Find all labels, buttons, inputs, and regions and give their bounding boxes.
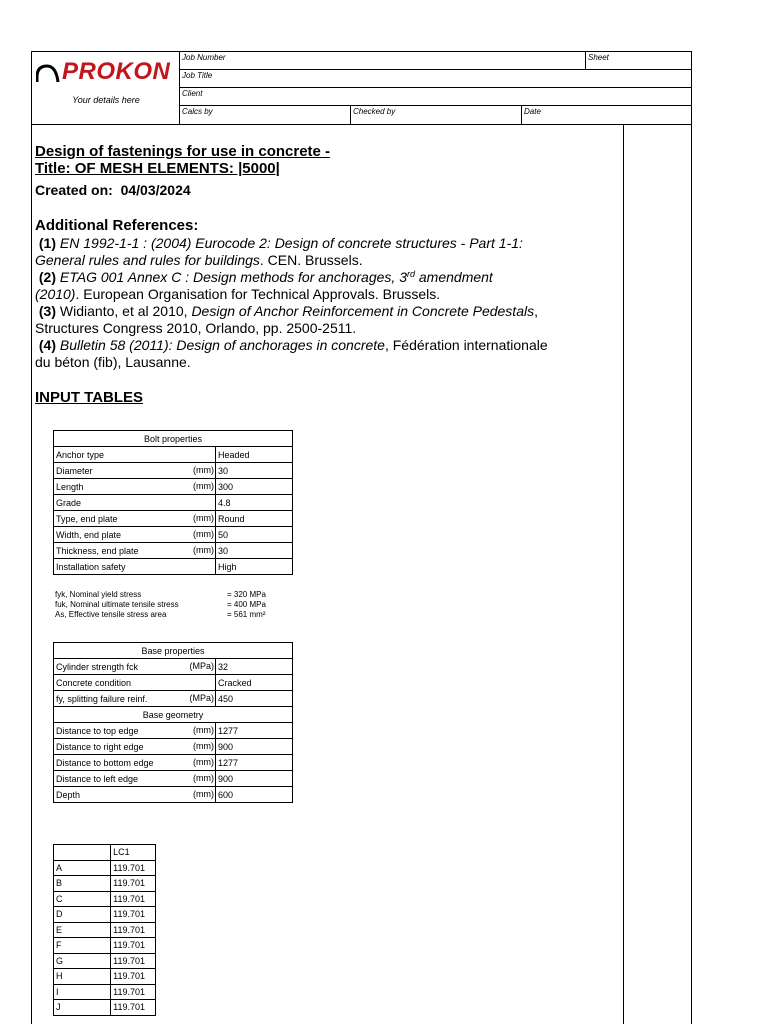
geometry-label-cell <box>54 739 216 755</box>
table-row <box>54 675 293 691</box>
base-value-cell: 450 <box>216 691 293 707</box>
reference-title: ETAG 001 Annex C : Design methods for anchorages, 3 <box>56 269 407 285</box>
table-row <box>54 659 293 675</box>
table-title: Base properties <box>54 643 293 659</box>
geometry-value-cell: 900 <box>216 771 293 787</box>
table-row <box>54 771 293 787</box>
row-unit: (mm) <box>193 757 215 767</box>
row-unit: (mm) <box>193 465 215 475</box>
bolt-properties-table <box>53 430 293 575</box>
base-value-cell: 32 <box>216 659 293 675</box>
document-title: Design of fastenings for use in concrete - <box>35 143 331 160</box>
note-label: fyk, Nominal yield stress <box>55 590 142 599</box>
load-value-cell: 119.701 <box>111 860 156 876</box>
table-row <box>54 511 293 527</box>
reference-title: General rules and rules for buildings <box>35 252 260 268</box>
load-value-cell: 119.701 <box>111 922 156 938</box>
geometry-label-cell <box>54 755 216 771</box>
reference-source: Structures Congress 2010, Orlando, pp. 2500-2511. <box>35 320 357 336</box>
bolt-note-fyk <box>55 590 266 600</box>
prokon-arch-icon <box>36 63 60 83</box>
page-margin-column <box>623 124 692 1024</box>
row-label: Width, end plate <box>56 529 122 540</box>
geometry-value-cell: 600 <box>216 787 293 803</box>
calc-sheet-header <box>31 51 692 125</box>
checked-by-label: Checked by <box>353 107 396 116</box>
row-label: Distance to left edge <box>56 773 139 784</box>
base-label-cell <box>54 659 216 675</box>
created-on <box>35 182 191 199</box>
row-label: Distance to bottom edge <box>56 757 154 768</box>
table-row <box>54 527 293 543</box>
bolt-note-fuk <box>55 600 266 610</box>
bolt-label-cell <box>54 495 216 511</box>
load-value-cell: 119.701 <box>111 984 156 1000</box>
reference-punct: , <box>534 303 538 319</box>
header-blank-cell <box>54 845 111 861</box>
load-case-table <box>53 844 156 1016</box>
row-unit: (mm) <box>193 481 215 491</box>
bolt-label-cell <box>54 511 216 527</box>
table-row <box>54 543 293 559</box>
bolt-value-cell: High <box>216 559 293 575</box>
bolt-label-cell <box>54 527 216 543</box>
job-title-label: Job Title <box>182 71 213 80</box>
table-row <box>54 739 293 755</box>
geometry-label-cell <box>54 723 216 739</box>
bolt-label-cell <box>54 559 216 575</box>
bolt-value-cell: 30 <box>216 543 293 559</box>
note-value: = 400 MPa <box>227 600 266 609</box>
row-label: Type, end plate <box>56 513 118 524</box>
anchor-label-cell: D <box>54 907 111 923</box>
reference-4-line2 <box>35 354 191 371</box>
row-unit: (mm) <box>193 529 215 539</box>
bolt-value-cell: 30 <box>216 463 293 479</box>
reference-2-line1 <box>35 269 493 286</box>
row-unit: (mm) <box>193 789 215 799</box>
bolt-value-cell: 4.8 <box>216 495 293 511</box>
table-row <box>54 559 293 575</box>
job-title-row <box>180 70 691 88</box>
load-value-cell: 119.701 <box>111 938 156 954</box>
bolt-note-as <box>55 610 266 620</box>
bolt-label-cell <box>54 479 216 495</box>
table-row <box>54 463 293 479</box>
reference-title: (2010) <box>35 286 76 302</box>
row-label: Depth <box>56 789 81 800</box>
geometry-label-cell <box>54 771 216 787</box>
row-unit: (mm) <box>193 545 215 555</box>
reference-4-line1 <box>35 337 548 354</box>
reference-number: (2) <box>38 269 57 285</box>
table-row <box>54 876 156 892</box>
load-value-cell: 119.701 <box>111 1000 156 1016</box>
table-row <box>54 787 293 803</box>
reference-number: (1) <box>38 235 57 251</box>
reference-1-line2 <box>35 252 363 269</box>
client-label: Client <box>182 89 203 98</box>
row-label: Installation safety <box>56 561 126 572</box>
bolt-label-cell <box>54 543 216 559</box>
client-row <box>180 88 691 106</box>
table-row <box>54 755 293 771</box>
table-row <box>54 447 293 463</box>
row-label: Diameter <box>56 465 93 476</box>
calcs-row <box>180 106 691 124</box>
row-unit: (MPa) <box>189 661 215 671</box>
note-label: As, Effective tensile stress area <box>55 610 167 619</box>
row-unit: (mm) <box>193 773 215 783</box>
reference-2-line2 <box>35 286 440 303</box>
table-row <box>54 479 293 495</box>
row-unit: (mm) <box>193 513 215 523</box>
row-label: Distance to top edge <box>56 725 139 736</box>
anchor-label-cell: E <box>54 922 111 938</box>
logo-block <box>32 52 180 124</box>
row-label: Anchor type <box>56 449 105 460</box>
bolt-value-cell: Round <box>216 511 293 527</box>
anchor-label-cell: F <box>54 938 111 954</box>
bolt-value-cell: 300 <box>216 479 293 495</box>
input-tables-heading: INPUT TABLES <box>35 389 144 406</box>
table-row <box>54 953 156 969</box>
base-value-cell: Cracked <box>216 675 293 691</box>
reference-author: Widianto, et al 2010, <box>56 303 192 319</box>
company-details: Your details here <box>72 95 140 105</box>
load-value-cell: 119.701 <box>111 953 156 969</box>
table-row <box>54 969 156 985</box>
table-row <box>54 922 156 938</box>
prokon-logo: PROKON <box>62 58 171 85</box>
table-row <box>54 907 156 923</box>
document-subtitle: Title: OF MESH ELEMENTS: |5000| <box>35 160 280 177</box>
row-label: Thickness, end plate <box>56 545 139 556</box>
sheet-label: Sheet <box>588 53 609 62</box>
row-label: Length <box>56 481 84 492</box>
created-date: 04/03/2024 <box>120 182 191 198</box>
job-number-label: Job Number <box>182 53 226 62</box>
reference-source: . European Organisation for Technical Approvals. Brussels. <box>75 286 441 302</box>
superscript: rd <box>406 269 415 279</box>
geometry-value-cell: 1277 <box>216 755 293 771</box>
page-frame-left <box>31 124 32 1024</box>
table-row <box>54 938 156 954</box>
row-unit: (mm) <box>193 741 215 751</box>
reference-title: amendment <box>415 269 493 285</box>
anchor-label-cell: A <box>54 860 111 876</box>
row-label: fy, splitting failure reinf. <box>56 693 148 704</box>
row-label: Grade <box>56 497 82 508</box>
table-row <box>54 723 293 739</box>
row-label: Cylinder strength fck <box>56 661 139 672</box>
reference-1-line1 <box>35 235 523 252</box>
references-heading: Additional References: <box>35 217 199 234</box>
bolt-label-cell <box>54 447 216 463</box>
base-label-cell <box>54 691 216 707</box>
reference-title: EN 1992-1-1 : (2004) Eurocode 2: Design of concrete structures - Part 1-1: <box>56 235 523 251</box>
table-row <box>54 691 293 707</box>
created-label: Created on: <box>35 182 113 198</box>
bolt-label-cell <box>54 463 216 479</box>
anchor-label-cell: C <box>54 891 111 907</box>
reference-source: du béton (fib), Lausanne. <box>35 354 191 370</box>
table-row <box>54 984 156 1000</box>
geometry-value-cell: 1277 <box>216 723 293 739</box>
table-row <box>54 495 293 511</box>
anchor-label-cell: I <box>54 984 111 1000</box>
reference-title: Design of Anchor Reinforcement in Concrete Pedestals <box>191 303 535 319</box>
reference-number: (3) <box>38 303 57 319</box>
reference-source: , Fédération internationale <box>384 337 548 353</box>
anchor-label-cell: G <box>54 953 111 969</box>
table-subtitle: Base geometry <box>54 707 293 723</box>
base-label-cell <box>54 675 216 691</box>
anchor-label-cell: B <box>54 876 111 892</box>
load-value-cell: 119.701 <box>111 969 156 985</box>
geometry-label-cell <box>54 787 216 803</box>
anchor-label-cell: H <box>54 969 111 985</box>
note-value: = 561 mm² <box>227 610 266 619</box>
row-label: Concrete condition <box>56 677 132 688</box>
row-label: Distance to right edge <box>56 741 144 752</box>
date-label: Date <box>524 107 541 116</box>
bolt-value-cell: Headed <box>216 447 293 463</box>
bolt-value-cell: 50 <box>216 527 293 543</box>
load-value-cell: 119.701 <box>111 907 156 923</box>
base-properties-table <box>53 642 293 803</box>
note-label: fuk, Nominal ultimate tensile stress <box>55 600 179 609</box>
reference-number: (4) <box>38 337 57 353</box>
reference-3-line1 <box>35 303 538 320</box>
table-title: Bolt properties <box>54 431 293 447</box>
table-row <box>54 891 156 907</box>
job-number-row <box>180 52 691 70</box>
note-value: = 320 MPa <box>227 590 266 599</box>
reference-source: . CEN. Brussels. <box>259 252 363 268</box>
row-unit: (MPa) <box>189 693 215 703</box>
anchor-label-cell: J <box>54 1000 111 1016</box>
load-value-cell: 119.701 <box>111 891 156 907</box>
geometry-value-cell: 900 <box>216 739 293 755</box>
column-header: LC1 <box>111 845 156 861</box>
reference-3-line2 <box>35 320 356 337</box>
table-row <box>54 1000 156 1016</box>
load-value-cell: 119.701 <box>111 876 156 892</box>
reference-title: Bulletin 58 (2011): Design of anchorages in concrete <box>56 337 385 353</box>
table-row <box>54 860 156 876</box>
row-unit: (mm) <box>193 725 215 735</box>
calcs-by-label: Calcs by <box>182 107 213 116</box>
